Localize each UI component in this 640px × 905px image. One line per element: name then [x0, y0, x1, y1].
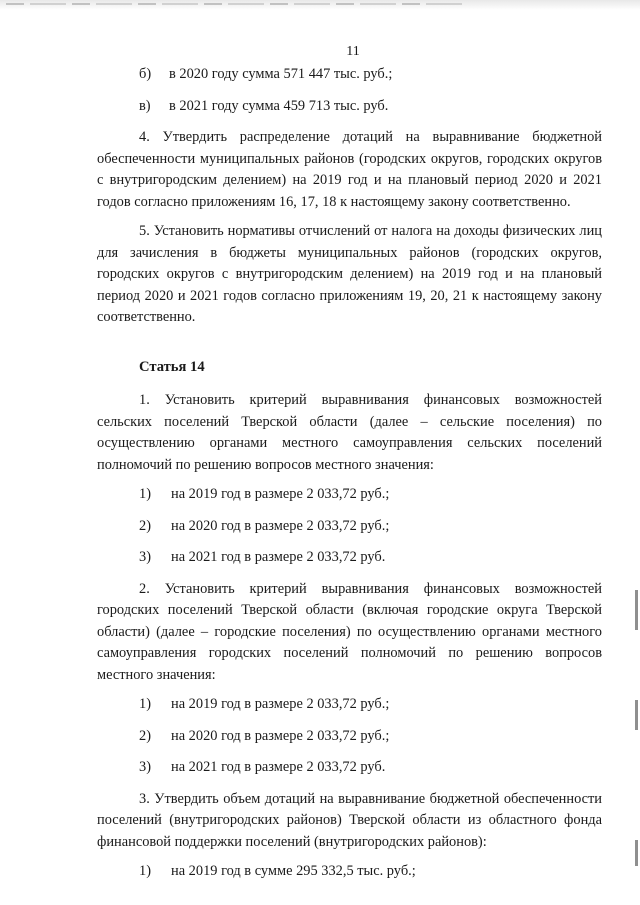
paragraph-4: 4. Утвердить распределение дотаций на выравнивание бюджетной обеспеченности муниципальных районов (городских округов, городских округов с внутригородским делением) на 2019 год и на плановый период 2020 и 2021 годов согласно приложениям 16, 17, 18 к настоящему закону соответственно.: [97, 129, 602, 210]
paragraph-5: 5. Установить нормативы отчислений от налога на доходы физических лиц для зачисления в бюджеты муниципальных районов (городских округов, городских округов с внутригородским делением) на 2019 год и на плановый период 2020 и 2021 годов согласно приложениям 19, 20, 21 к настоящему закону соответственно.: [97, 223, 602, 325]
list-item: в) в 2021 году сумма 459 713 тыс. руб.: [139, 97, 389, 114]
article-14-paragraph-1: 1. Установить критерий выравнивания финансовых возможностей сельских поселений Тверской области (далее – сельские поселения) по осуществлению органами местного самоуправления сельских поселений полномочий по решению вопросов местного значения:: [97, 392, 602, 473]
article-14-paragraph-3: 3. Утвердить объем дотаций на выравнивание бюджетной обеспеченности поселений (внутригородских районов) Тверской области из областного фонда финансовой поддержки поселений (внутригородских районов):: [97, 790, 602, 850]
article-14-paragraph-2: 2. Установить критерий выравнивания финансовых возможностей городских поселений Тверской области (включая городские округа Тверской области) (далее – городские поселения) по осуществлению органами местного самоуправления городских поселений полномочий по решению вопросов местного значения:: [97, 580, 602, 683]
scan-mark: [635, 700, 638, 730]
list-item: 3) на 2021 год в размере 2 033,72 руб.: [139, 549, 386, 565]
list-item: 1) на 2019 год в сумме 295 332,5 тыс. руб.;: [139, 863, 416, 879]
list-item: 1) на 2019 год в размере 2 033,72 руб.;: [139, 696, 390, 712]
document-body: [97, 64, 602, 893]
list-item: б) в 2020 году сумма 571 447 тыс. руб.;: [139, 66, 393, 82]
scan-artifact-top: [0, 0, 640, 10]
scan-mark: [635, 840, 638, 866]
page-number: 11: [346, 44, 360, 59]
list-item: 2) на 2020 год в размере 2 033,72 руб.;: [139, 727, 390, 744]
list-item: 1) на 2019 год в размере 2 033,72 руб.;: [139, 486, 390, 502]
list-item: 3) на 2021 год в размере 2 033,72 руб.: [139, 759, 386, 775]
list-item: 2) на 2020 год в размере 2 033,72 руб.;: [139, 517, 390, 534]
article-heading: Статья 14: [139, 358, 205, 375]
scan-mark: [635, 590, 638, 630]
